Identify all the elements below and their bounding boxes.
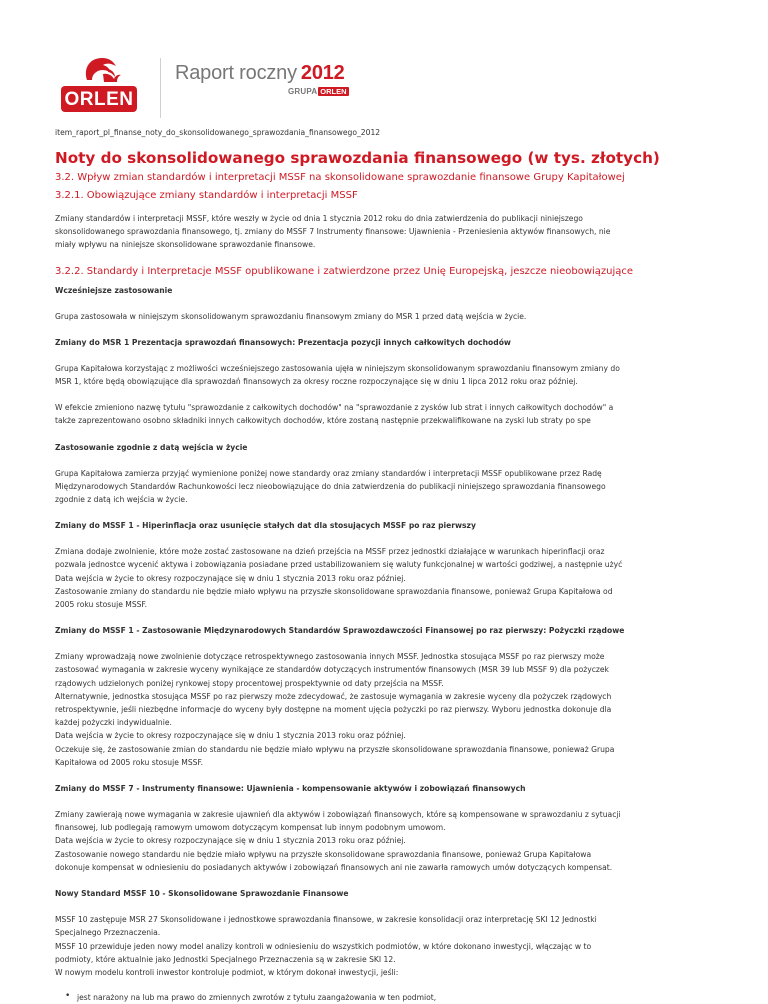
list-item: • jest narażony na lub ma prawo do zmiennych zwrotów z tytułu zaangażowania w ten podmiot,	[65, 991, 437, 1003]
mssf1-government-loans-heading: Zmiany do MSSF 1 - Zastosowanie Międzynarodowych Standardów Sprawozdawczości Finansowej po raz pierwszy: Pożyczki rządowe	[55, 626, 625, 636]
section-3-2-heading: 3.2. Wpływ zmian standardów i interpretacji MSSF na skonsolidowane sprawozdanie finansowe Grupy Kapitałowej	[55, 172, 625, 183]
apply-paragraph: Grupa Kapitałowa zamierza przyjąć wymienione poniżej nowe standardy oraz zmiany standardów i interpretacji MSSF opublikowane przez Radę Międzynarodowych Standardów Rachunkowości lecz nieobowiązujące do dnia zatwierdzenia do publikacji niniejszego sprawozdania finansowego zgodnie z datą ich wejścia w życie.	[55, 468, 606, 505]
header-divider	[160, 58, 161, 118]
section-3-2-1-heading: 3.2.1. Obowiązujące zmiany standardów i interpretacji MSSF	[55, 190, 358, 201]
orlen-logo	[57, 52, 141, 114]
page-title: Noty do skonsolidowanego sprawozdania finansowego (w tys. złotych)	[55, 149, 660, 167]
msr1-paragraph-1: Grupa Kapitałowa korzystając z możliwości wcześniejszego zastosowania ujęła w niniejszym skonsolidowanym sprawozdaniu finansowym zmiany do MSR 1, które będą obowiązujące dla sprawozdań finansowych za okresy roczne rozpoczynające się w dniu 1 lipca 2012 roku oraz później.	[55, 363, 620, 387]
main-content	[55, 148, 715, 1004]
group-brand-badge: ORLEN	[320, 87, 347, 96]
mssf7-heading: Zmiany do MSSF 7 - Instrumenty finansowe: Ujawnienia - kompensowanie aktywów i zobowiązań finansowych	[55, 784, 526, 794]
mssf1-government-loans-paragraph: Zmiany wprowadzają nowe zwolnienie dotyczące retrospektywnego zastosowania innych MSSF. Jednostka stosująca MSSF po raz pierwszy może zastosować wymagania w zakresie wyceny wynikające ze standardów dotyczących instrumentów finansowych (MSR 39 lub MSSF 9) dla pożyczek rządowych udzielonych poniżej rynkowej stopy procentowej prospektywnie od daty przejścia na MSSF. Alternatywnie, jednostka stosująca MSSF po raz pierwszy może zdecydować, że zastosuje wymagania w zakresie wyceny dla pożyczek rządowych retrospektywnie, jeśli niezbędne informacje do wyceny były dostępne na moment ujęcia pożyczki po raz pierwszy. Wyboru jednostka dokonuje dla każdej pożyczki indywidualnie. Data wejścia w życie to okresy rozpoczynające się w dniu 1 stycznia 2013 roku oraz później. Oczekuje się, że zastosowanie zmian do standardu nie będzie miało wpływu na przyszłe skonsolidowane sprawozdania finansowe, ponieważ Grupa Kapitałowa od 2005 roku stosuje MSSF.	[55, 652, 615, 767]
apply-heading: Zastosowanie zgodnie z datą wejścia w życie	[55, 442, 248, 452]
bullet-icon: •	[65, 991, 71, 1002]
eagle-icon	[86, 58, 121, 82]
section-3-2-1-paragraph: Zmiany standardów i interpretacji MSSF, które weszły w życie od dnia 1 stycznia 2012 roku do dnia zatwierdzenia do publikacji niniejszego skonsolidowanego sprawozdania finansowego, tj. zmiany do MSSF 7 Instrumenty finansowe: Ujawnienia - Przeniesienia aktywów finansowych, nie miały wpływu na niniejsze skonsolidowane sprawozdanie finansowe.	[55, 214, 611, 250]
section-3-2-2-heading: 3.2.2. Standardy i Interpretacje MSSF opublikowane i zatwierdzone przez Unię Europejską, jeszcze nieobowiązujące	[55, 265, 634, 277]
mssf10-heading: Nowy Standard MSSF 10 - Skonsolidowane Sprawozdanie Finansowe	[55, 889, 349, 899]
group-label: GRUPA	[288, 87, 318, 96]
msr1-paragraph-2: W efekcie zmieniono nazwę tytułu "sprawozdanie z całkowitych dochodów" na "sprawozdanie z zysków lub strat i innych całkowitych dochodów" a także zaprezentowano osobno składniki innych całkowitych dochodów, które zostaną następnie przekwalifikowane na zyski lub straty po spe	[55, 403, 614, 426]
msr1-heading: Zmiany do MSR 1 Prezentacja sprawozdań finansowych: Prezentacja pozycji innych całkowitych dochodów	[55, 337, 511, 347]
early-adoption-heading: Wcześniejsze zastosowanie	[55, 285, 173, 295]
mssf7-paragraph: Zmiany zawierają nowe wymagania w zakresie ujawnień dla aktywów i zobowiązań finansowych, które są kompensowane w sprawozdaniu z sytuacji finansowej, lub podlegają ramowym umowom dotyczącym kompensat lub innym podobnym umowom. Data wejścia w życie to okresy rozpoczynające się w dniu 1 stycznia 2013 roku oraz później. Zastosowanie nowego standardu nie będzie miało wpływu na przyszłe skonsolidowane sprawozdania finansowe, ponieważ Grupa Kapitałowa dokonuje kompensat w odniesieniu do posiadanych aktywów i zobowiązań finansowych ani nie zawarła ramowych umów dotyczących kompensat.	[55, 810, 621, 872]
item-identifier: item_raport_pl_finanse_noty_do_skonsolidowanego_sprawozdania_finansowego_2012	[55, 128, 381, 137]
mssf1-hyperinflation-heading: Zmiany do MSSF 1 - Hiperinflacja oraz usunięcie stałych dat dla stosujących MSSF po raz pierwszy	[55, 521, 476, 531]
group-brand	[288, 87, 349, 96]
control-criteria-list	[55, 991, 715, 1004]
logo-text: ORLEN	[64, 89, 134, 110]
early-adoption-paragraph: Grupa zastosowała w niniejszym skonsolidowanym sprawozdaniu finansowym zmiany do MSR 1 przed datą wejścia w życie.	[55, 311, 527, 321]
mssf10-paragraph: MSSF 10 zastępuje MSR 27 Skonsolidowane i jednostkowe sprawozdania finansowe, w zakresie konsolidacji oraz interpretację SKI 12 Jednostki Specjalnego Przeznaczenia. MSSF 10 przewiduje jeden nowy model analizy kontroli w odniesieniu do wszystkich podmiotów, w które dokonano inwestycji, włączając w to podmioty, które aktualnie jako Jednostki Specjalnego Przeznaczenia są w zakresie SKI 12. W nowym modelu kontroli inwestor kontroluje podmiot, w którym dokonał inwestycji, jeśli:	[55, 915, 597, 977]
report-title	[175, 62, 345, 85]
report-title-label: Raport roczny	[175, 62, 297, 84]
report-year: 2012	[300, 62, 345, 84]
mssf1-hyperinflation-paragraph: Zmiana dodaje zwolnienie, które może zostać zastosowane na dzień przejścia na MSSF przez jednostki działające w warunkach hiperinflacji oraz pozwala jednostce wycenić aktywa i zobowiązania posiadane przed ustabilizowaniem się waluty funkcjonalnej w wartości godziwej, a następnie użyć Data wejścia w życie to okresy rozpoczynające się w dniu 1 stycznia 2013 roku oraz później. Zastosowanie zmiany do standardu nie będzie miało wpływu na przyszłe skonsolidowane sprawozdania finansowe, ponieważ Grupa Kapitałowa od 2005 roku stosuje MSSF.	[55, 547, 623, 610]
